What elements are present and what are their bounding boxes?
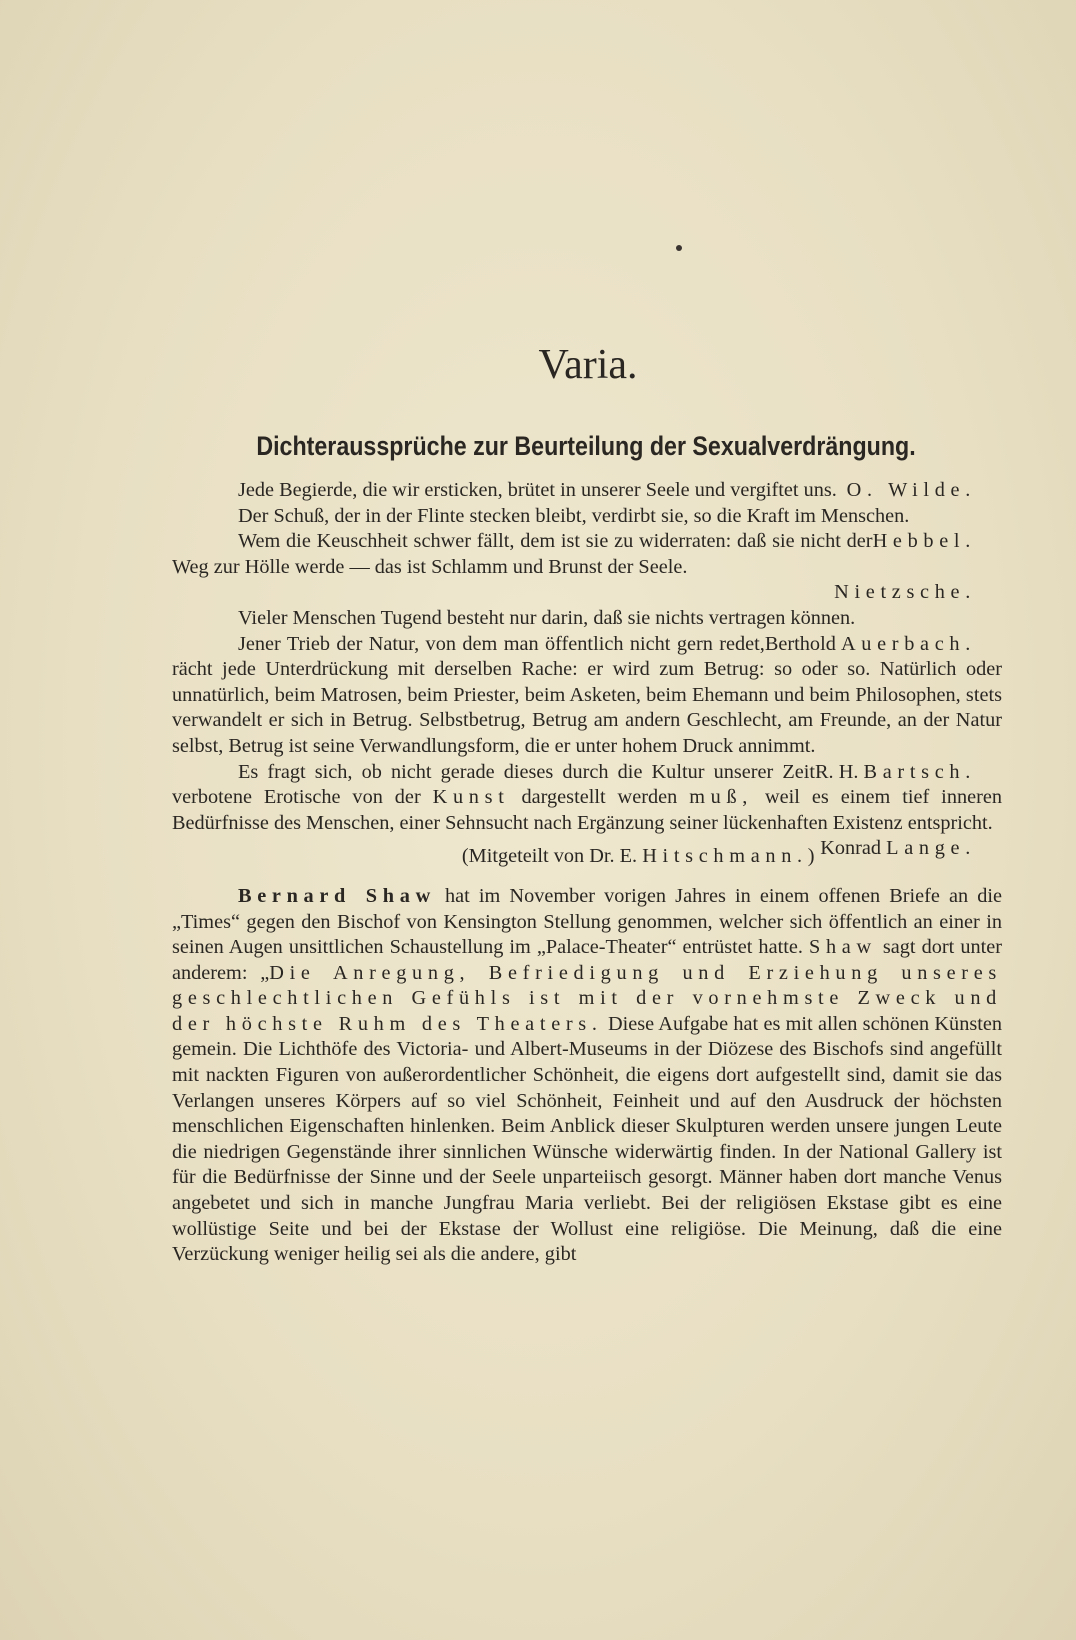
quote-text: dargestellt werden [521, 786, 678, 809]
communicated-prefix: (Mitgeteilt von Dr. E. [461, 845, 638, 868]
quote-text: Jener Trieb der Natur, von dem man öffentlich nicht gern redet, rächt jede Unterdrückung mit derselben Rache: er wird zum Betrug: so oder so. Natürlich oder unnatürlich, beim Matrosen, beim Priester, beim Asketen, beim Ehemann und beim Philosophen, stets verwandelt er sich in Betrug. Selbstbetrug, Betrug am andern Geschlecht, am Freunde, an der Natur selbst, Betrug ist seine Verwandlungsform, die er unter hohem Druck annimmt. [172, 632, 1002, 757]
quote-text: weil es einem tief inneren Bedürfnisse des Menschen, einer Sehnsucht nach Ergänzung seiner lückenhaften Existenz entspricht. [172, 786, 1002, 834]
ink-dot [676, 245, 682, 251]
quote-text: Es fragt sich, ob nicht gerade dieses durch die Kultur unserer Zeit verbotene Erotische von der [172, 760, 816, 809]
emphasis-muss: muß, [689, 786, 754, 809]
author-first-name: Berthold [764, 632, 836, 655]
quote-author [820, 836, 1002, 862]
quote-paragraph [172, 606, 1002, 655]
communicated-name: Hitschmann.) [642, 845, 821, 868]
author-last-name: Lange. [886, 837, 976, 860]
shaw-paragraph [172, 884, 1002, 1268]
quote-text: Jede Begierde, die wir ersticken, brütet in unserer Seele und vergiftet uns. [238, 479, 837, 501]
author-first-name: Konrad [820, 837, 882, 860]
quote-paragraph [172, 504, 1002, 553]
author-last-name: Auerbach. [840, 632, 976, 655]
author-first-name: R. H. [815, 760, 859, 783]
quote-author: Hebbel. [872, 530, 976, 553]
shaw-text: hat im November vorigen Jahres in einem offenen Briefe an die „Times“ gegen den Bischof von Kensington Stellung genommen, welcher sich öffentlich an einer in seinen Augen unsittlichen Schaustellung im „Palace-Theater“ entrüstet hatte. [172, 884, 1002, 959]
shaw-name: Shaw [808, 936, 877, 959]
quote-text: Vieler Menschen Tugend besteht nur darin, daß sie nichts vertragen können. [238, 606, 856, 629]
quote-author: O. Wilde. [846, 479, 976, 501]
quote-text: Der Schuß, der in der Flinte stecken bleibt, verdirbt sie, so die Kraft im Menschen. [238, 504, 910, 527]
document-body [172, 478, 1002, 1268]
quote-author [765, 632, 1002, 658]
quote-text: Wem die Keuschheit schwer fällt, dem ist sie zu widerraten: daß sie nicht der Weg zur Hölle werde — das ist Schlamm und Brunst der Seele. [172, 530, 873, 578]
emphasis-kunst: Kunst [432, 786, 510, 809]
quote-author [815, 760, 1002, 786]
quote-paragraph [172, 478, 1002, 504]
author-last-name: Bartsch. [863, 760, 976, 783]
shaw-lead: Bernard Shaw [238, 884, 436, 907]
shaw-text: sagt dort unter anderem: „ [172, 936, 1002, 984]
quote-author: Nietzsche. [834, 581, 976, 604]
section-heading: Dichteraussprüche zur Beurteilung der Sexualverdrängung. [256, 431, 916, 461]
page-title: Varia. [538, 342, 638, 388]
shaw-quote-emphasis: Die Anregung, Befriedigung und Erziehung unseres geschlechtlichen Gefühls ist mit der vornehmste Zweck und der höchste Ruhm des Theaters. [172, 961, 1002, 1035]
shaw-text: Diese Aufgabe hat es mit allen schönen Künsten gemein. Die Lichthöfe des Victoria- und Albert-Museums in der Diözese des Bischofs sind angefüllt mit nackten Figuren von außerordentlicher Schönheit, die eigens dort aufgestellt sind, damit sie das Verlangen unseres Körpers auf so viel Schönheit, Feinheit und auf den Ausdruck der höchsten menschlichen Eigenschaften hinlenken. Beim Anblick dieser Skulpturen werden unsere jungen Leute die niedrigen Gegenstände ihrer sinnlichen Wünsche widerwärtig finden. In der National Gallery ist für die Bedürfnisse der Sinne und der Seele unparteiisch gesorgt. Männer haben dort manche Venus angebetet und sich in manche Jungfrau Maria verliebt. Bei der religiösen Ekstase gibt es eine wollüstige Seite und bei der Ekstase der Wollust eine religiöse. Die Meinung, daß die eine Verzückung weniger heilig sei als die andere, gibt [172, 1012, 1003, 1266]
